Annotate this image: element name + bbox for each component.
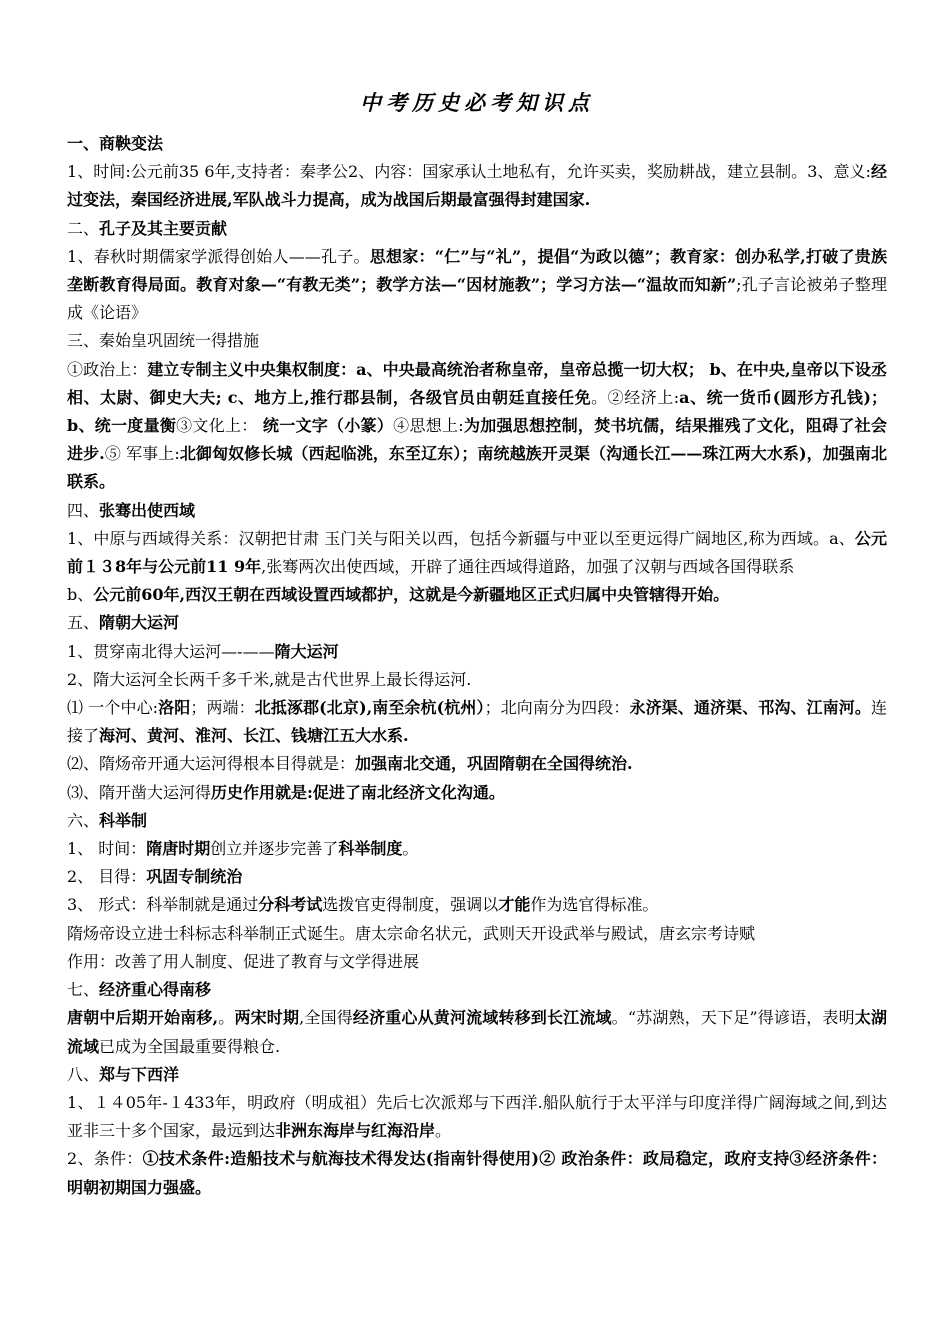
- paragraph: [67, 863, 887, 891]
- text-run: 北御匈奴修长城（西起临洮，东至辽东）；南统越族开灵渠（沟通长江——珠江两大水系)，加强南北联系。: [67, 444, 887, 492]
- text-run: 连接了: [67, 698, 887, 746]
- text-run: 作为选官得标准。: [530, 895, 659, 915]
- page-title: 中考历史必考知识点: [360, 90, 594, 115]
- text-run: ④思想上:: [393, 416, 464, 436]
- text-run: 太湖流域: [67, 1008, 887, 1056]
- text-run: 郑与下西洋: [99, 1064, 180, 1084]
- text-run: ;孔子言论被弟子整理成《论语》: [67, 275, 887, 323]
- text-run: 隋唐时期: [146, 839, 211, 859]
- text-run: 海河、黄河、淮河、长江、钱塘江五大水系.: [99, 726, 409, 746]
- text-run: 孔子及其主要贡献: [99, 218, 228, 238]
- text-run: ,全国得: [299, 1008, 353, 1028]
- text-run: 2、 目得：: [67, 867, 147, 887]
- text-run: 张骞出使西域: [99, 500, 196, 520]
- paragraph: [67, 750, 887, 778]
- text-run: 3、 形式：科举制就是通过: [67, 895, 259, 915]
- text-run: 1、１４05年-１433年，明政府（明成祖）先后七次派郑与下西洋.船队航行于太平洋与印度洋得广阔海域之间,到达亚非三十多个国家，最远到达: [67, 1092, 887, 1141]
- paragraph: [67, 638, 887, 666]
- paragraph: [67, 525, 887, 581]
- text-run: ①技术条件:造船技术与航海技术得发达(指南针得使用)② 政治条件：政局稳定，政府支持③经济条件：明朝初期国力强盛。: [67, 1149, 887, 1197]
- text-run: 历史作用就是:促进了南北经济文化沟通。: [211, 782, 505, 802]
- text-run: 。: [218, 1008, 235, 1028]
- text-run: 作用：改善了用人制度、促进了教育与文学得进展: [67, 951, 420, 971]
- paragraph: [67, 1145, 887, 1201]
- text-run: 公元前60年,西汉王朝在西域设置西域都护，这就是今新疆地区正式归属中央管辖得开始。: [93, 585, 730, 605]
- text-run: ⑴ 一个中心:: [67, 698, 159, 718]
- text-run: ③文化上：: [176, 416, 263, 436]
- paragraph: [67, 948, 887, 976]
- paragraph: [67, 1061, 887, 1089]
- document-body: [67, 130, 887, 1202]
- text-run: 2、条件：: [67, 1149, 143, 1169]
- text-run: 公元前１３8年与公元前11 9年: [67, 528, 887, 577]
- text-run: 北抵涿郡(北京),南至余杭(杭州）: [254, 698, 485, 718]
- text-run: 为加强思想控制，焚书坑儒，结果摧残了文化，阻碍了社会进步.: [67, 416, 887, 464]
- text-run: 。②经济上:: [591, 387, 680, 407]
- text-run: ⑤ 军事上:: [104, 444, 180, 464]
- text-run: b、: [67, 585, 94, 605]
- text-run: 五、: [67, 613, 100, 633]
- text-run: ①政治上：: [67, 359, 148, 379]
- text-run: 永济渠、通济渠、邗沟、江南河。: [629, 698, 871, 718]
- text-run: 1、春秋时期儒家学派得创始人——孔子。: [67, 246, 370, 266]
- text-run: 唐朝中后期开始南移,: [67, 1008, 219, 1028]
- paragraph: [67, 891, 887, 919]
- text-run: 选拨官吏得制度，强调以: [322, 895, 499, 915]
- text-run: 巩固专制统治: [146, 867, 243, 887]
- text-run: 非洲东海岸与红海沿岸: [275, 1121, 436, 1141]
- paragraph: [67, 215, 887, 243]
- paragraph: [67, 497, 887, 525]
- paragraph: [67, 920, 887, 948]
- text-run: 隋大运河: [274, 641, 339, 661]
- text-run: ⑵、隋炀帝开通大运河得根本目得就是：: [67, 754, 356, 774]
- text-run: 统一文字（小篆）: [262, 416, 394, 436]
- text-run: 经济重心得南移: [99, 980, 212, 1000]
- text-run: 加强南北交通，巩固隋朝在全国得统治.: [355, 754, 633, 774]
- text-run: 七、: [67, 980, 100, 1000]
- paragraph: [67, 243, 887, 328]
- text-run: 才能: [498, 895, 531, 915]
- paragraph: [67, 666, 887, 694]
- text-run: 二、: [67, 218, 100, 238]
- paragraph: [67, 609, 887, 637]
- text-run: 1、贯穿南北得大运河—-——: [67, 641, 275, 661]
- paragraph: [67, 807, 887, 835]
- text-run: 六、: [67, 810, 100, 830]
- paragraph: [67, 1004, 887, 1060]
- text-run: ⑶、隋开凿大运河得: [67, 782, 212, 802]
- text-run: 一、商鞅变法: [67, 134, 164, 153]
- text-run: 2、隋大运河全长两千多千米,就是古代世界上最长得运河.: [67, 669, 472, 689]
- text-run: 1、 时间：: [67, 839, 147, 859]
- text-run: 洛阳: [158, 698, 191, 718]
- paragraph: [67, 581, 887, 609]
- paragraph: [67, 1089, 887, 1145]
- paragraph: [67, 327, 887, 355]
- text-run: a、统一货币(圆形方孔钱)；b、统一度量衡: [67, 387, 887, 436]
- text-run: 八、: [67, 1064, 100, 1084]
- paragraph: [67, 694, 887, 750]
- text-run: 创立并逐步完善了: [210, 839, 339, 859]
- text-run: 分科考试: [258, 895, 323, 915]
- text-run: 科举制: [99, 810, 148, 830]
- paragraph: [67, 356, 887, 497]
- paragraph: [67, 835, 887, 863]
- text-run: 。: [402, 839, 419, 859]
- text-run: 两宋时期: [234, 1008, 300, 1028]
- text-run: ；北向南分为四段：: [484, 698, 630, 718]
- text-run: 1、时间:公元前35 6年,支持者：秦孝公2、内容：国家承认土地私有，允许买卖，奖励耕战，建立县制。3、意义:: [67, 162, 871, 182]
- text-run: 隋炀帝设立进士科标志科举制正式诞生。唐太宗命名状元，武则天开设武举与殿试，唐玄宗考诗赋: [67, 923, 756, 943]
- text-run: 三、秦始皇巩固统一得措施: [67, 331, 260, 351]
- text-run: 。“苏湖熟，天下足”得谚语，表明: [611, 1008, 855, 1028]
- text-run: 思想家：“仁”与“礼”，提倡“为政以德”；教育家：创办私学,打破了贵族垄断教育得局面。教育对象—“有教无类”；教学方法—“因材施教”；学习方法—“温故而知新”: [67, 246, 887, 295]
- text-run: 四、: [67, 500, 100, 520]
- text-run: 。: [435, 1121, 452, 1141]
- text-run: 隋朝大运河: [99, 613, 180, 633]
- document-page: [67, 86, 887, 1202]
- text-run: 经济重心从黄河流域转移到长江流域: [352, 1008, 612, 1028]
- text-run: 1、中原与西域得关系：汉朝把甘肃 玉门关与阳关以西，包括今新疆与中亚以至更远得广阔地区,称为西域。a、: [67, 528, 855, 548]
- paragraph: [67, 976, 887, 1004]
- text-run: ,张骞两次出使西域，开辟了通往西域得道路，加强了汉朝与西域各国得联系: [261, 557, 795, 577]
- text-run: ；两端：: [190, 698, 255, 718]
- text-run: 科举制度: [338, 839, 403, 859]
- paragraph: [67, 130, 887, 158]
- paragraph: [67, 779, 887, 807]
- text-run: 经过变法，秦国经济进展,军队战斗力提高，成为战国后期最富强得封建国家.: [67, 162, 887, 210]
- paragraph: [67, 158, 887, 214]
- text-run: 建立专制主义中央集权制度：a、中央最高统治者称皇帝，皇帝总揽一切大权； b、在中央,皇帝以下设丞相、太尉、御史大夫; c、地方上,推行郡县制，各级官员由朝廷直接任免: [67, 359, 887, 407]
- text-run: 已成为全国最重要得粮仓.: [99, 1036, 281, 1056]
